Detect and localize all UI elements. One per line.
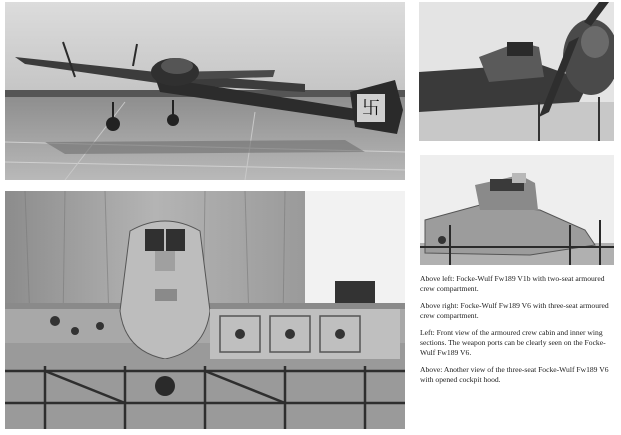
photo-fw189-v6-cabin-front-view xyxy=(5,191,405,429)
photo-fw189-v6-open-hood xyxy=(420,155,614,265)
svg-text:卐: 卐 xyxy=(362,98,380,119)
caption-above: Above: Another view of the three-seat Focke-Wulf Fw189 V6 with opened cockpit hood. xyxy=(420,365,609,384)
photo-fw189-v6-front-quarter xyxy=(419,2,614,141)
caption-above-left: Above left: Focke-Wulf Fw189 V1b with two-seat armoured crew compartment. xyxy=(420,274,605,293)
caption-above-right: Above right: Focke-Wulf Fw189 V6 with three-seat armoured crew compartment. xyxy=(420,301,609,320)
photo-fw189-v1b-side-view xyxy=(5,2,405,180)
caption-block xyxy=(420,274,616,392)
caption-left: Left: Front view of the armoured crew cabin and inner wing sections. The weapon ports can be clearly seen on the Focke-Wulf Fw189 V6. xyxy=(420,328,606,357)
